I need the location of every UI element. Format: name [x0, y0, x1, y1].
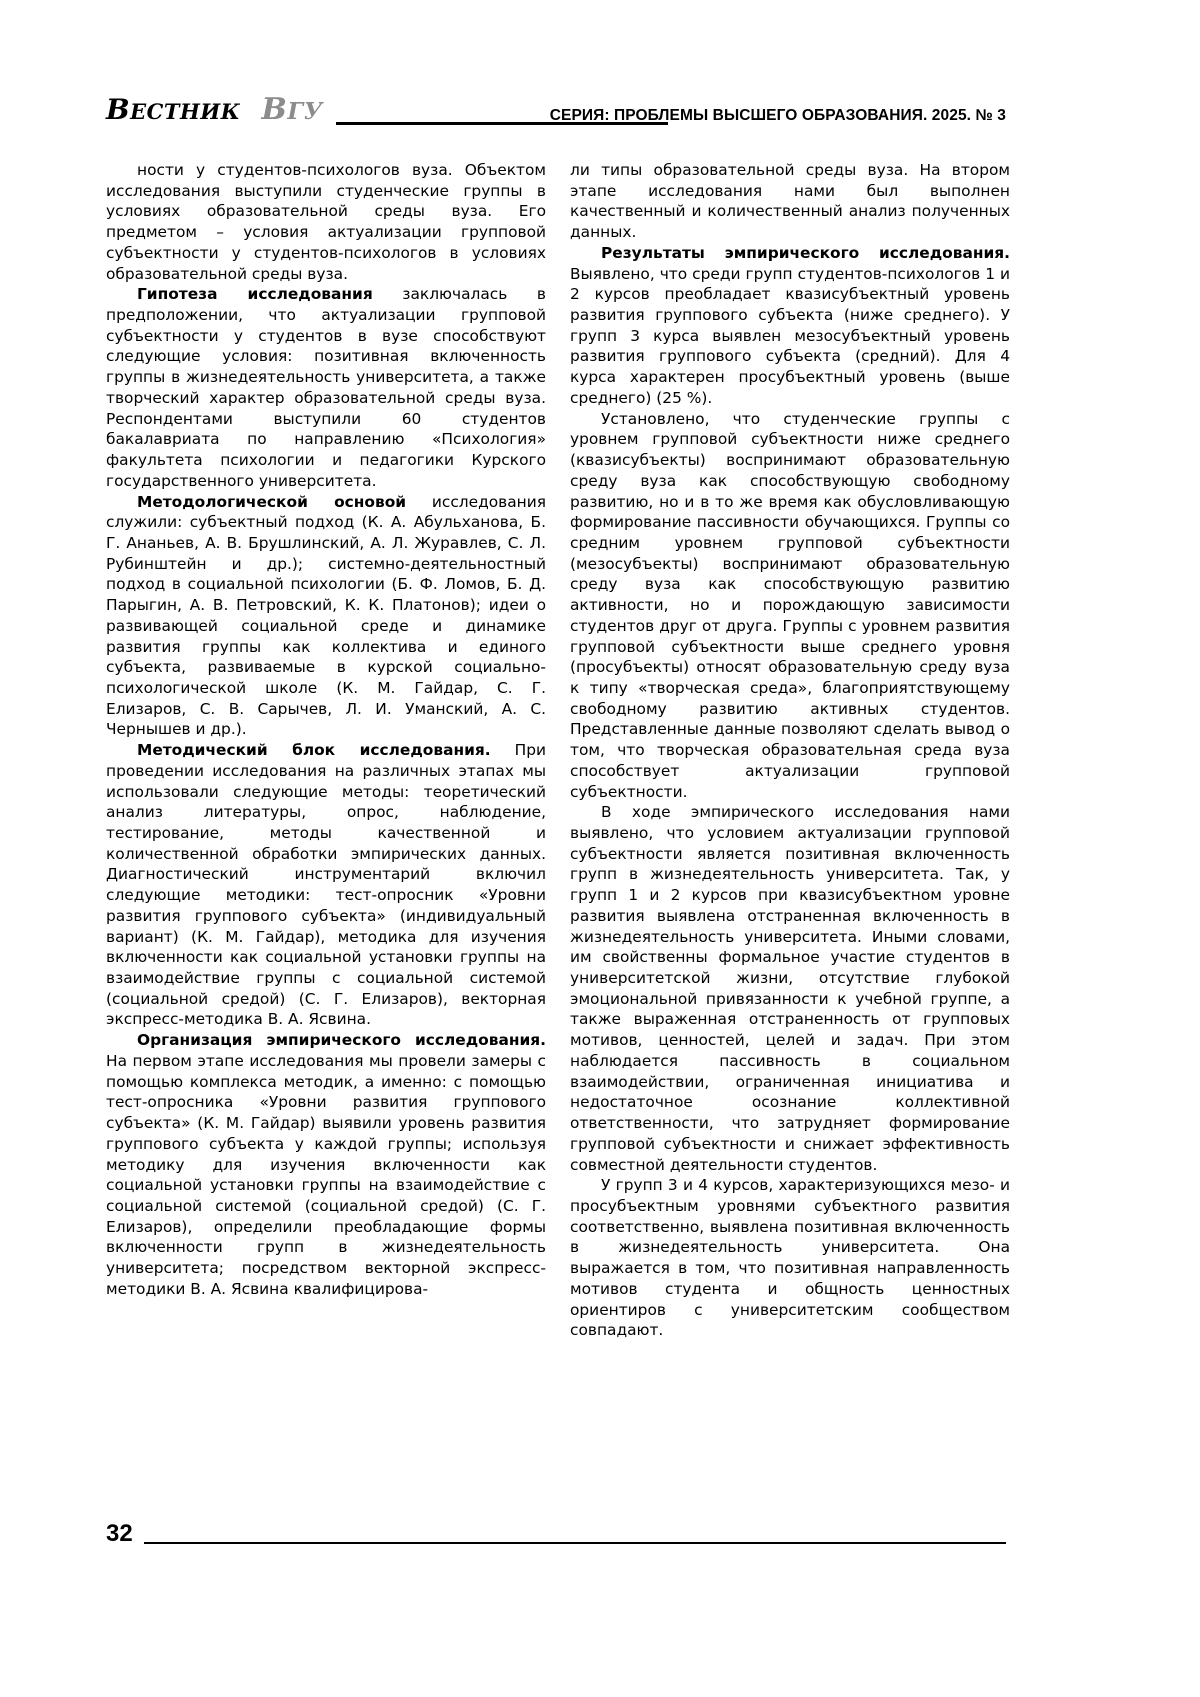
run-rest-left-3: исследования служили: субъектный подход (К. А. Абульханова, Б. Г. Ананьев, А. В. Брушлинский, А. Л. Журавлев, С. Л. Рубинштейн и др.); системно-деятельностный подход в социальной психологии (Б. Ф. Ломов, Б. Д. Парыгин, А. В. Петровский, К. К. Платонов); идеи о развивающей социальной среде и динамике развития группы как коллектива и единого субъекта, развиваемые в курской социально-психологической школе (К. М. Гайдар, С. Г. Елизаров, С. В. Сарычев, Л. И. Уманский, А. С. Чернышев и др.). [106, 492, 546, 739]
paragraph-right-4: В ходе эмпирического исследования нами выявлено, что условием актуализации групповой субъектности является позитивная включенность групп в жизнедеятельность университета. Так, у групп 1 и 2 курсов при квазисубъектном уровне развития выявлена отстраненная включенность в жизнедеятельность университета. Иными словами, им свойственны формальное участие студентов в университетской жизни, отсутствие глубокой эмоциональной привязанности к учебной группе, а также выраженная отстраненность от групповых мотивов, ценностей, целей и задач. При этом наблюдается пассивность в социальном взаимодействии, ограниченная инициатива и недостаточное осознание коллективной ответственности, что затрудняет формирование групповой субъектности и снижает эффективность совместной деятельности студентов. [570, 803, 1010, 1174]
paragraph-left-5 [106, 1030, 546, 1299]
paragraph-left-3 [106, 492, 546, 741]
header-series-line: СЕРИЯ: ПРОБЛЕМЫ ВЫСШЕГО ОБРАЗОВАНИЯ. 2025. № 3 [549, 107, 1006, 124]
run-rest-left-5: На первом этапе исследования мы провели замеры с помощью комплекса методик, а именно: с помощью тест-опросника «Уровни развития группового субъекта» (К. М. Гайдар) выявили уровень развития группового субъекта у каждой группы; используя методику для изучения включенности как социальной установки группы на взаимодействие с социальной системой (социальной средой) (С. Г. Елизаров), определили преобладающие формы включенности групп в жизнедеятельность университета; посредством векторной экспресс-методики В. А. Ясвина квалифицирова- [106, 1051, 546, 1298]
body-column-left [106, 160, 546, 1300]
paragraph-right-2 [570, 243, 1010, 409]
run-bold-hypothesis: Гипотеза исследования [137, 285, 373, 304]
page-number: 32 [106, 1520, 133, 1547]
page-header [106, 92, 1006, 138]
journal-name-abbr: ВГУ [250, 92, 323, 127]
journal-masthead [106, 92, 323, 127]
run-rest-left-4: При проведении исследования на различных этапах мы использовали следующие методы: теоретический анализ литературы, опрос, наблюдение, тестирование, методы качественной и количественной обработки эмпирических данных. Диагностический инструментарий включил следующие методики: тест-опросник «Уровни развития группового субъекта» (индивидуальный вариант) (К. М. Гайдар), методика для изучения включенности как социальной установки группы на взаимодействие группы с социальной системой (социальной средой) (С. Г. Елизаров), векторная экспресс-методика В. А. Ясвина. [106, 741, 546, 1029]
footer-divider-rule [144, 1542, 1006, 1544]
run-bold-organization: Организация эмпирического исследования. [137, 1031, 546, 1050]
run-bold-results: Результаты эмпирического исследования. [601, 243, 1010, 262]
paragraph-left-1: ности у студентов-психологов вуза. Объектом исследования выступили студенческие группы в условиях образовательной среды вуза. Его предметом – условия актуализации групповой субъектности у студентов-психологов в условиях образовательной среды вуза. [106, 161, 546, 283]
paragraph-left-4 [106, 740, 546, 1030]
run-rest-right-2: Выявлено, что среди групп студентов-психологов 1 и 2 курсов преобладает квазисубъектный уровень развития группового субъекта (ниже среднего). У групп 3 курса выявлен мезосубъектный уровень развития группового субъекта (средний). Для 4 курса характерен просубъектный уровень (выше среднего) (25 %). [570, 264, 1010, 407]
body-column-right [570, 160, 1010, 1341]
paragraph-right-1: ли типы образовательной среды вуза. На втором этапе исследования нами был выполнен качественный и количественный анализ полученных данных. [570, 161, 1010, 242]
run-bold-methodology: Методологической основой [137, 492, 407, 511]
page-footer [106, 1520, 1006, 1560]
run-rest-left-2: заключалась в предположении, что актуализации групповой субъектности у студентов в вузе способствуют следующие условия: позитивная включенность группы в жизнедеятельность университета, а также творческий характер образовательной среды вуза. Респондентами выступили 60 студентов бакалавриата по направлению «Психология» факультета психологии и педагогики Курского государственного университета. [106, 285, 546, 490]
paragraph-right-3: Установлено, что студенческие группы с уровнем групповой субъектности ниже среднего (квазисубъекты) воспринимают образовательную среду вуза как способствующую свободному развитию, но и в то же время как обусловливающую формирование пассивности обучающихся. Группы со средним уровнем групповой субъектности (мезосубъекты) воспринимают образовательную среду вуза как способствующую развитию активности, но и порождающую зависимости студентов друг от друга. Группы с уровнем развития групповой субъектности выше среднего уровня (просубъекты) относят образовательную среду вуза к типу «творческая среда», благоприятствующему свободному развитию активных студентов. Представленные данные позволяют сделать вывод о том, что творческая образовательная среда вуза способствует актуализации групповой субъектности. [570, 409, 1010, 801]
run-bold-methodic-block: Методический блок исследования. [137, 741, 491, 760]
paragraph-left-2 [106, 284, 546, 491]
paragraph-right-5: У групп 3 и 4 курсов, характеризующихся мезо- и просубъектным уровнями субъектного развития соответственно, выявлена позитивная включенность в жизнедеятельность университета. Она выражается в том, что позитивная направленность мотивов студента и общность ценностных ориентиров с университетским сообществом совпадают. [570, 1176, 1010, 1340]
journal-name-main: ВЕСТНИК [106, 93, 241, 126]
